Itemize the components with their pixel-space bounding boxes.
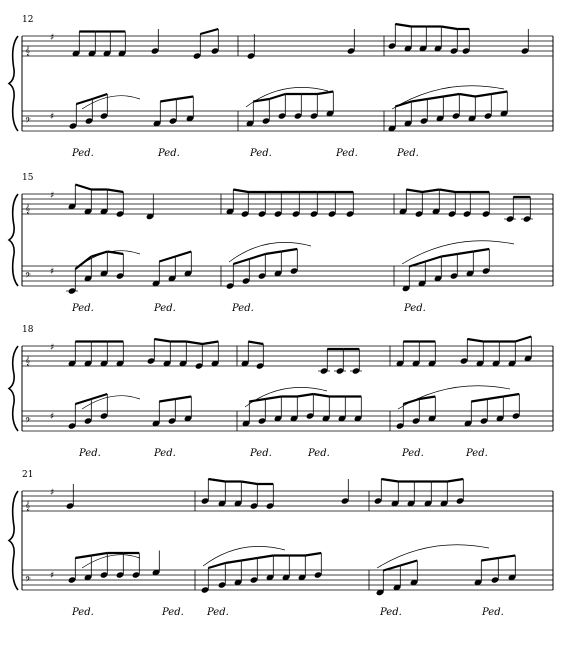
beam	[208, 563, 225, 568]
pedal-marking: Ped.	[72, 303, 94, 314]
measure-number: 15	[22, 173, 34, 183]
beam	[481, 558, 498, 561]
beam	[406, 190, 422, 193]
key-signature-sharp-icon: ♯	[50, 112, 55, 122]
beam	[107, 190, 123, 193]
beam	[422, 190, 439, 193]
measure-number: 18	[22, 325, 34, 335]
treble-staff	[22, 488, 553, 511]
slur	[246, 87, 328, 107]
beam	[160, 99, 176, 102]
beam	[175, 252, 191, 257]
beam	[427, 97, 443, 100]
pedal-marking: Ped.	[402, 448, 424, 459]
beam	[400, 561, 417, 566]
beam	[305, 553, 321, 556]
pedal-marking: Ped.	[380, 607, 402, 618]
grand-staff-brace	[9, 194, 18, 286]
beam	[425, 257, 441, 262]
beam	[381, 479, 398, 482]
pedal-marking: Ped.	[466, 448, 488, 459]
beam	[265, 252, 281, 255]
grand-staff-brace	[9, 346, 18, 431]
beam	[265, 397, 281, 400]
pedal-marking: Ped.	[336, 148, 358, 159]
bass-clef-icon: 𝄢	[25, 417, 31, 427]
pedal-marking: Ped.	[207, 607, 229, 618]
beam	[175, 397, 191, 400]
bass-staff	[22, 411, 553, 431]
bass-staff	[22, 570, 553, 590]
pedal-marking: Ped.	[232, 303, 254, 314]
key-signature-sharp-icon: ♯	[50, 267, 55, 277]
key-signature-sharp-icon: ♯	[50, 488, 55, 498]
pedal-marking: Ped.	[397, 148, 419, 159]
beam	[75, 556, 91, 559]
music-system	[9, 470, 553, 618]
pedal-marking: Ped.	[482, 607, 504, 618]
pedal-marking: Ped.	[79, 448, 101, 459]
beam	[395, 24, 411, 27]
beam	[76, 99, 92, 104]
beam	[248, 342, 263, 345]
key-signature-sharp-icon: ♯	[50, 33, 55, 43]
beam	[297, 394, 313, 397]
beam	[225, 561, 241, 564]
bass-clef-icon: 𝄢	[25, 576, 31, 586]
beam	[467, 339, 483, 342]
beam	[475, 94, 491, 97]
slur	[82, 96, 140, 109]
beam	[471, 399, 487, 402]
beam	[249, 254, 265, 259]
beam	[208, 479, 225, 482]
pedal-marking: Ped.	[72, 607, 94, 618]
pedal-marking: Ped.	[158, 148, 180, 159]
beam	[91, 553, 107, 556]
beam	[233, 190, 248, 193]
beam	[443, 94, 459, 97]
beam	[317, 92, 333, 95]
key-signature-sharp-icon: ♯	[50, 343, 55, 353]
beam	[200, 29, 218, 34]
beam	[515, 337, 531, 342]
beam	[176, 97, 193, 100]
pedal-marking: Ped.	[162, 607, 184, 618]
treble-clef-icon: 𝄞	[25, 46, 31, 56]
beam	[154, 339, 170, 342]
beam	[457, 252, 473, 255]
measure-number: 21	[22, 470, 34, 480]
bass-staff	[22, 111, 553, 131]
music-system	[9, 15, 553, 159]
beam	[159, 257, 175, 262]
beam	[439, 190, 455, 193]
slur	[82, 396, 140, 409]
beam	[91, 252, 107, 257]
beam	[487, 397, 503, 400]
beam	[503, 394, 519, 397]
beam	[473, 249, 489, 252]
measure-number: 12	[22, 15, 34, 25]
beam	[241, 558, 257, 561]
beam	[75, 399, 91, 404]
beam	[186, 342, 202, 345]
beam	[159, 399, 175, 402]
pedal-marking: Ped.	[154, 303, 176, 314]
beam	[441, 254, 457, 257]
bass-clef-icon: 𝄢	[25, 272, 31, 282]
slur	[377, 545, 489, 568]
beam	[313, 394, 329, 397]
slur	[402, 241, 514, 264]
pedal-marking: Ped.	[72, 148, 94, 159]
music-system	[9, 325, 553, 459]
treble-clef-icon: 𝄞	[25, 356, 31, 366]
grand-staff-brace	[9, 36, 18, 131]
beam	[233, 259, 249, 264]
beam	[202, 342, 218, 345]
pedal-marking: Ped.	[308, 448, 330, 459]
beam	[257, 556, 273, 559]
beam	[441, 27, 457, 30]
beam	[75, 185, 91, 190]
pedal-marking: Ped.	[250, 448, 272, 459]
beam	[498, 556, 515, 559]
beam	[459, 94, 475, 97]
treble-staff	[22, 33, 553, 56]
beam	[241, 482, 257, 485]
pedal-marking: Ped.	[250, 148, 272, 159]
music-system	[9, 173, 553, 314]
treble-clef-icon: 𝄞	[25, 204, 31, 214]
beam	[269, 94, 285, 99]
bass-clef-icon: 𝄢	[25, 117, 31, 127]
pedal-marking: Ped.	[404, 303, 426, 314]
pedal-marking: Ped.	[154, 448, 176, 459]
key-signature-sharp-icon: ♯	[50, 191, 55, 201]
beam	[281, 249, 297, 252]
beam	[447, 479, 463, 482]
key-signature-sharp-icon: ♯	[50, 412, 55, 422]
grand-staff-brace	[9, 491, 18, 590]
key-signature-sharp-icon: ♯	[50, 571, 55, 581]
treble-clef-icon: 𝄞	[25, 501, 31, 511]
beam	[491, 92, 507, 95]
slur	[392, 86, 504, 109]
beam	[249, 399, 265, 402]
beam	[411, 99, 427, 102]
